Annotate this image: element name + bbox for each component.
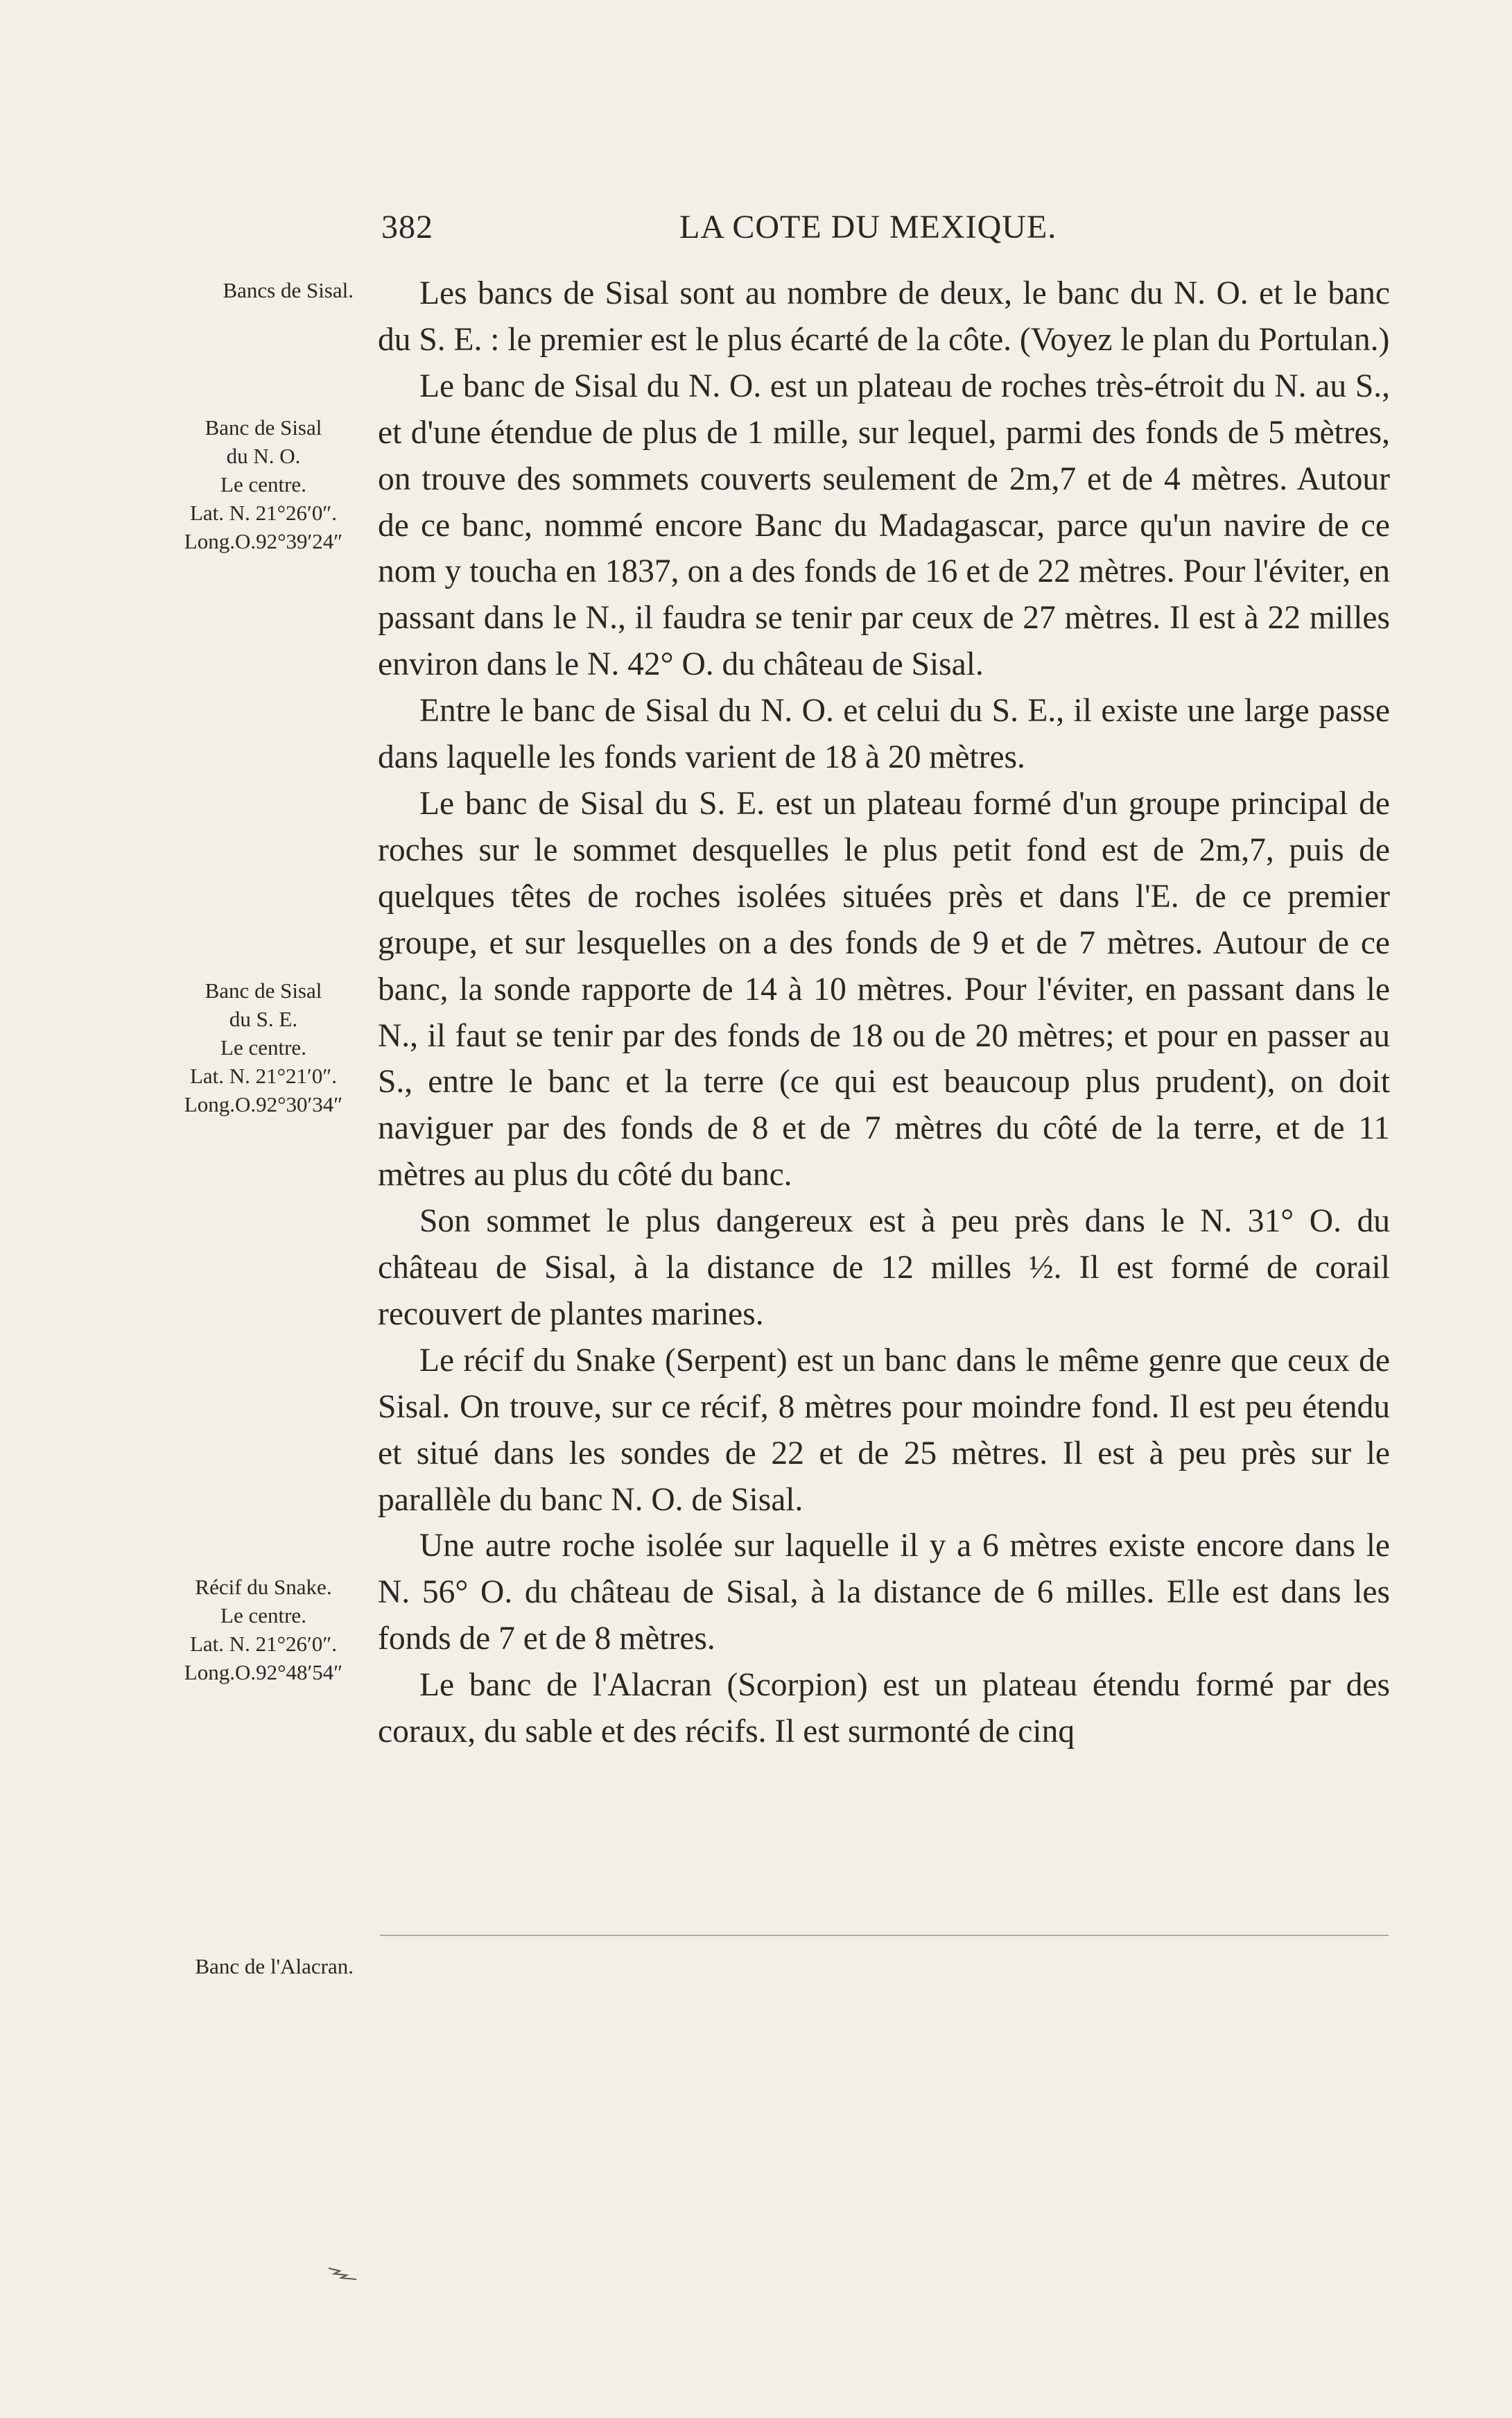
running-head (381, 208, 1387, 250)
margin-line: Banc de Sisal (205, 415, 322, 440)
paragraph: Une autre roche isolée sur laquelle il y a 6 mètres existe encore dans le N. 56° O. du château de Sisal, à la distance de 6 milles. Elle est dans les fonds de 7 et de 8 mètres. (378, 1528, 1390, 1657)
printer-mark-icon (326, 2264, 360, 2281)
divider-rule (380, 1935, 1389, 1936)
margin-line: du N. O. (226, 444, 301, 468)
paragraph: Le récif du Snake (Serpent) est un banc dans le même genre que ceux de Sisal. On trouve, sur ce récif, 8 mètres pour moindre fond. Il est peu étendu et situé dans les sondes de 22 et de 25 mètres. Il est à peu près sur le parallèle du banc N. O. de Sisal. (378, 1342, 1390, 1518)
margin-line: Lat. N. 21°21′0″. (189, 1064, 338, 1088)
body-text (378, 270, 1390, 1755)
margin-note-recif-snake (173, 1573, 354, 1686)
margin-note-alacran (173, 1952, 354, 1980)
margin-note-banc-no (173, 413, 354, 555)
page-number: 382 (381, 209, 433, 245)
margin-line: Lat. N. 21°26′0″. (189, 501, 338, 525)
margin-note-bancs-de-sisal (173, 276, 354, 304)
margin-line: Bancs de Sisal. (223, 278, 354, 302)
margin-line: Récif du Snake. (195, 1575, 332, 1599)
margin-line: Le centre. (220, 1603, 306, 1627)
margin-line: Long.O.92°30′34″ (184, 1092, 343, 1116)
paragraph: Le banc de Sisal du N. O. est un plateau de roches très-étroit du N. au S., et d'une étendue de plus de 1 mille, sur lequel, parmi des fonds de 5 mètres, on trouve des sommets couverts seulement de 2m,7 et de 4 mètres. Autour de ce banc, nommé encore Banc du Madagascar, parce qu'un navire de ce nom y toucha en 1837, on a des fonds de 16 et de 22 mètres. Pour l'éviter, en passant dans le N., il faudra se tenir par ceux de 27 mètres. Il est à 22 milles environ dans le N. 42° O. du château de Sisal. (378, 368, 1390, 683)
margin-line: Banc de Sisal (205, 978, 322, 1003)
margin-line: Le centre. (220, 1035, 306, 1060)
margin-line: Lat. N. 21°26′0″. (189, 1632, 338, 1656)
margin-line: Long.O.92°39′24″ (184, 529, 343, 553)
margin-line: du S. E. (229, 1007, 298, 1031)
running-title: LA COTE DU MEXIQUE. (679, 209, 1057, 245)
margin-line: Banc de l'Alacran. (195, 1954, 354, 1978)
margin-note-banc-se (173, 976, 354, 1119)
paragraph: Les bancs de Sisal sont au nombre de deux, le banc du N. O. et le banc du S. E. : le premier est le plus écarté de la côte. (Voyez le plan du Portulan.) (378, 275, 1390, 358)
paragraph: Le banc de l'Alacran (Scorpion) est un plateau étendu formé par des coraux, du sable et des récifs. Il est surmonté de cinq (378, 1667, 1390, 1750)
paragraph: Le banc de Sisal du S. E. est un plateau formé d'un groupe principal de roches sur le sommet desquelles le plus petit fond est de 2m,7, puis de quelques têtes de roches isolées situées près et dans l'E. de ce premier groupe, et sur lesquelles on a des fonds de 9 et de 7 mètres. Autour de ce banc, la sonde rapporte de 14 à 10 mètres. Pour l'éviter, en passant dans le N., il faut se tenir par des fonds de 18 ou de 20 mètres; et pour en passer au S., entre le banc et la terre (ce qui est beaucoup plus prudent), on doit naviguer par des fonds de 8 et de 7 mètres du côté de la terre, et de 11 mètres au plus du côté du banc. (378, 785, 1390, 1193)
margin-line: Le centre. (220, 472, 306, 496)
margin-line: Long.O.92°48′54″ (184, 1660, 343, 1684)
paragraph: Entre le banc de Sisal du N. O. et celui du S. E., il existe une large passe dans laquelle les fonds varient de 18 à 20 mètres. (378, 693, 1390, 776)
paragraph: Son sommet le plus dangereux est à peu près dans le N. 31° O. du château de Sisal, à la distance de 12 milles ½. Il est formé de corail recouvert de plantes marines. (378, 1203, 1390, 1332)
